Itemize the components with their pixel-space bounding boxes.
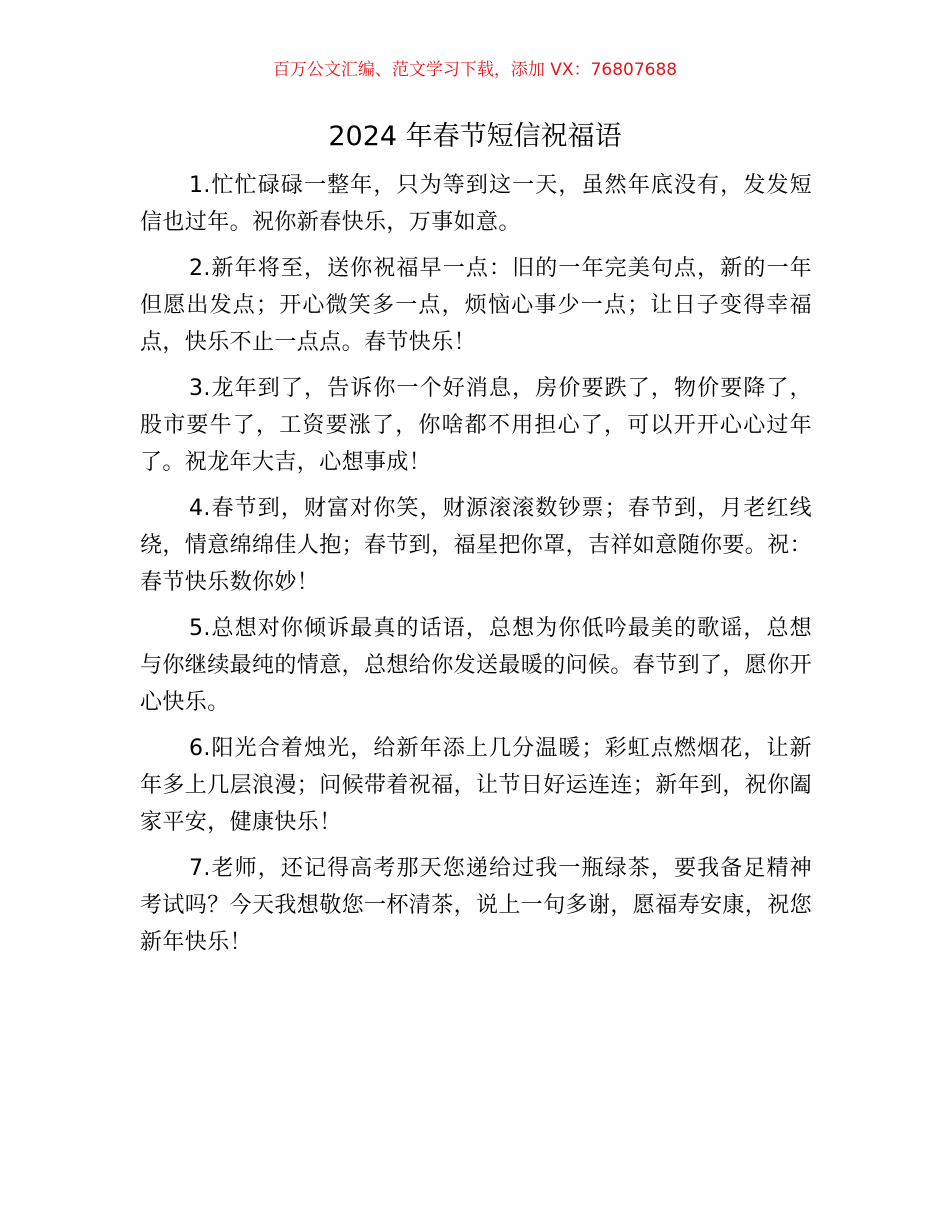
document-body bbox=[140, 167, 812, 970]
paragraph-4: 4.春节到，财富对你笑，财源滚滚数钞票；春节到，月老红线绕，情意绵绵佳人抱；春节到，福星把你罩，吉祥如意随你要。祝：春节快乐数你妙！ bbox=[140, 496, 813, 595]
paragraph-6: 6.阳光合着烛光，给新年添上几分温暖；彩虹点燃烟花，让新年多上几层浪漫；问候带着祝福，让节日好运连连；新年到，祝你阖家平安，健康快乐！ bbox=[140, 736, 813, 835]
paragraph-1: 1.忙忙碌碌一整年，只为等到这一天，虽然年底没有，发发短信也过年。祝你新春快乐，万事如意。 bbox=[140, 173, 812, 235]
paragraph-5: 5.总想对你倾诉最真的话语，总想为你低吟最美的歌谣，总想与你继续最纯的情意，总想给你发送最暖的问候。春节到了，愿你开心快乐。 bbox=[140, 616, 813, 715]
paragraph-7: 7.老师，还记得高考那天您递给过我一瓶绿茶，要我备足精神考试吗？今天我想敬您一杯清茶，说上一句多谢，愿福寿安康，祝您新年快乐！ bbox=[140, 856, 813, 955]
paragraph-2: 2.新年将至，送你祝福早一点：旧的一年完美句点，新的一年但愿出发点；开心微笑多一点，烦恼心事少一点；让日子变得幸福点，快乐不止一点点。春节快乐！ bbox=[140, 256, 812, 355]
paragraph-3: 3.龙年到了，告诉你一个好消息，房价要跌了，物价要降了，股市要牛了，工资要涨了，你啥都不用担心了，可以开开心心过年了。祝龙年大吉，心想事成！ bbox=[140, 376, 812, 475]
document-title: 2024 年春节短信祝福语 bbox=[328, 121, 622, 152]
header-note: 百万公文汇编、范文学习下载，添加 VX：76807688 bbox=[272, 60, 678, 80]
